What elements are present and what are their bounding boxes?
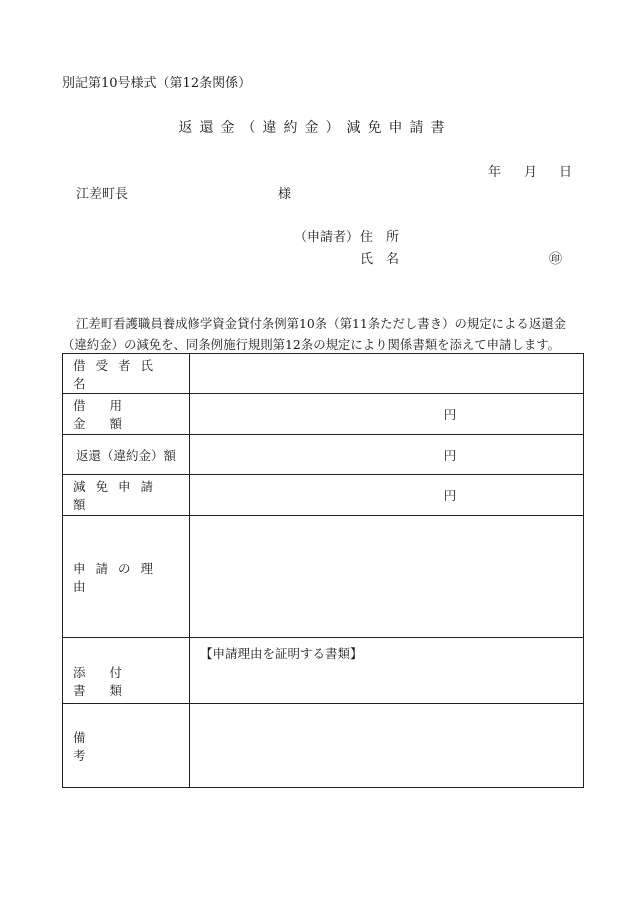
applicant-role-label: （申請者） bbox=[294, 230, 360, 245]
borrower-name-field[interactable] bbox=[190, 354, 584, 394]
table-row-attachments bbox=[63, 638, 584, 704]
statement-paragraph: 江差町看護職員養成修学資金貸付条例第10条（第11条ただし書き）の規定による返還金（違約金）の減免を、同条例施行規則第12条の規定により関係書類を添えて申請します。 bbox=[62, 316, 566, 352]
label-text: 備考 bbox=[73, 729, 178, 763]
remarks-field[interactable] bbox=[190, 704, 584, 788]
reduction-amount-field[interactable] bbox=[190, 475, 584, 516]
table-row-remarks bbox=[63, 704, 584, 788]
label-text: 添付書類 bbox=[73, 664, 147, 698]
date-month: 月 bbox=[524, 165, 538, 180]
form-title: 返還金（違約金）減免申請書 bbox=[178, 120, 452, 136]
table-row-loan-amount bbox=[63, 394, 584, 435]
attachments-field[interactable] bbox=[190, 638, 584, 704]
applicant-address-label: 住 所 bbox=[360, 230, 400, 245]
label-attachments bbox=[63, 638, 190, 704]
date-day: 日 bbox=[559, 165, 573, 180]
label-text: 申請の理由 bbox=[73, 560, 164, 594]
label-text: 借用金額 bbox=[73, 398, 147, 431]
label-loan-amount bbox=[63, 394, 190, 435]
label-reduction-amount bbox=[63, 475, 190, 516]
seal-mark: ㊞ bbox=[549, 252, 563, 267]
application-table bbox=[62, 353, 584, 788]
addressee-honorific: 様 bbox=[278, 187, 292, 202]
table-row-reason bbox=[63, 516, 584, 638]
label-text: 借受者氏名 bbox=[73, 357, 164, 391]
applicant-name-label: 氏 名 bbox=[360, 252, 400, 267]
table-row-reduction-amount bbox=[63, 475, 584, 516]
yen-unit: 円 bbox=[443, 447, 457, 463]
label-reason bbox=[63, 516, 190, 638]
attachments-note: 【申請理由を証明する書類】 bbox=[200, 646, 363, 661]
form-number: 別記第10号様式（第12条関係） bbox=[62, 76, 252, 91]
repayment-amount-field[interactable] bbox=[190, 435, 584, 475]
table-row-repayment-amount bbox=[63, 435, 584, 475]
reason-field[interactable] bbox=[190, 516, 584, 638]
yen-unit: 円 bbox=[443, 407, 457, 422]
loan-amount-field[interactable] bbox=[190, 394, 584, 435]
label-remarks bbox=[63, 704, 190, 788]
label-repayment-amount bbox=[63, 435, 190, 475]
addressee-name: 江差町長 bbox=[76, 187, 129, 202]
label-text: 減免申請額 bbox=[73, 479, 164, 512]
date-year: 年 bbox=[488, 165, 502, 180]
yen-unit: 円 bbox=[443, 488, 457, 503]
table-row-borrower-name bbox=[63, 354, 584, 394]
label-text: 返還（違約金）額 bbox=[75, 447, 176, 463]
label-borrower-name bbox=[63, 354, 190, 394]
